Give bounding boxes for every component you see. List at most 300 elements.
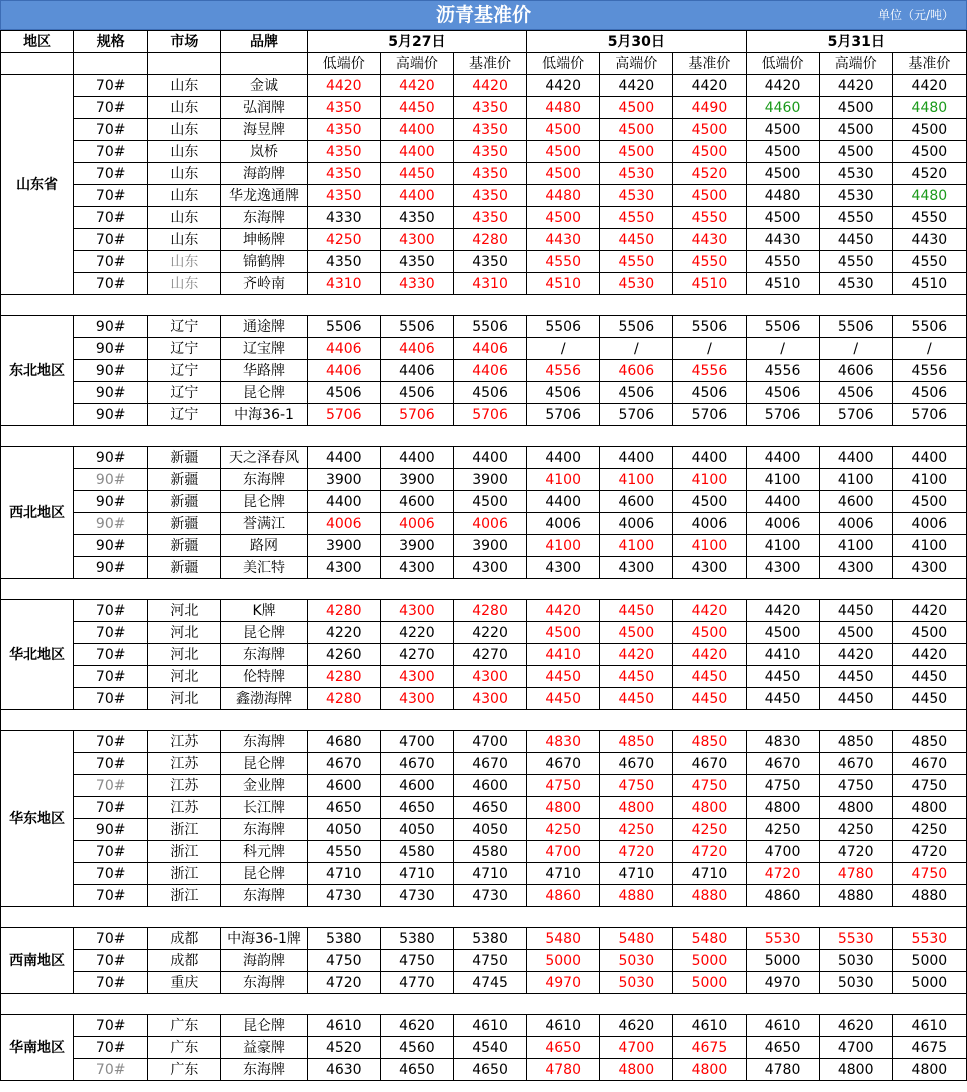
spec-cell: 70# bbox=[74, 644, 148, 666]
price-cell: 4830 bbox=[527, 731, 600, 753]
price-cell: 5706 bbox=[600, 404, 673, 426]
brand-cell: 东海牌 bbox=[221, 972, 307, 994]
price-cell: 4100 bbox=[892, 469, 966, 491]
table-row bbox=[1, 469, 967, 491]
market-cell: 新疆 bbox=[148, 469, 221, 491]
market-cell: 河北 bbox=[148, 600, 221, 622]
price-cell: 4400 bbox=[527, 447, 600, 469]
brand-cell: 昆仑牌 bbox=[221, 1015, 307, 1037]
spec-cell: 70# bbox=[74, 841, 148, 863]
price-label: 低端价 bbox=[746, 53, 819, 75]
brand-cell: 昆仑牌 bbox=[221, 491, 307, 513]
price-label: 基准价 bbox=[673, 53, 746, 75]
price-cell: 4530 bbox=[819, 273, 892, 295]
price-cell: 4450 bbox=[380, 97, 453, 119]
price-cell: 4530 bbox=[600, 163, 673, 185]
brand-cell: 昆仑牌 bbox=[221, 753, 307, 775]
price-cell: / bbox=[673, 338, 746, 360]
spec-cell: 70# bbox=[74, 600, 148, 622]
price-cell: 4750 bbox=[892, 775, 966, 797]
brand-cell: 齐岭南 bbox=[221, 273, 307, 295]
price-cell: 4400 bbox=[380, 447, 453, 469]
price-table bbox=[0, 30, 967, 1081]
spacer-cell bbox=[1, 994, 967, 1015]
price-cell: 4670 bbox=[673, 753, 746, 775]
price-cell: 4500 bbox=[892, 491, 966, 513]
spec-cell: 70# bbox=[74, 753, 148, 775]
price-cell: 4620 bbox=[600, 1015, 673, 1037]
price-cell: 4720 bbox=[892, 841, 966, 863]
price-cell: 4540 bbox=[453, 1037, 526, 1059]
price-cell: 4100 bbox=[746, 535, 819, 557]
price-cell: 4720 bbox=[746, 863, 819, 885]
table-row bbox=[1, 731, 967, 753]
price-cell: 4850 bbox=[819, 731, 892, 753]
price-cell: 4350 bbox=[307, 185, 380, 207]
price-cell: 4420 bbox=[600, 644, 673, 666]
price-cell: 4750 bbox=[819, 775, 892, 797]
spec-cell: 90# bbox=[74, 338, 148, 360]
price-cell: 5706 bbox=[527, 404, 600, 426]
price-cell: 4050 bbox=[453, 819, 526, 841]
price-cell: 4350 bbox=[453, 163, 526, 185]
price-cell: 4100 bbox=[892, 535, 966, 557]
price-cell: 4100 bbox=[600, 535, 673, 557]
price-cell: 5706 bbox=[819, 404, 892, 426]
price-cell: 4410 bbox=[527, 644, 600, 666]
price-cell: 4300 bbox=[527, 557, 600, 579]
spec-cell: 70# bbox=[74, 797, 148, 819]
price-cell: 4500 bbox=[600, 622, 673, 644]
price-cell: 4620 bbox=[380, 1015, 453, 1037]
price-cell: 4500 bbox=[600, 119, 673, 141]
header-row bbox=[1, 31, 967, 53]
market-cell: 辽宁 bbox=[148, 360, 221, 382]
price-cell: 4600 bbox=[600, 491, 673, 513]
price-cell: 4750 bbox=[600, 775, 673, 797]
brand-cell: 海韵牌 bbox=[221, 163, 307, 185]
price-cell: 4500 bbox=[673, 622, 746, 644]
price-cell: 4730 bbox=[453, 885, 526, 907]
market-cell: 山东 bbox=[148, 273, 221, 295]
region-cell: 西北地区 bbox=[1, 447, 74, 579]
price-cell: 4500 bbox=[746, 207, 819, 229]
brand-cell: 益豪牌 bbox=[221, 1037, 307, 1059]
table-row bbox=[1, 600, 967, 622]
price-label: 基准价 bbox=[453, 53, 526, 75]
region-cell: 华南地区 bbox=[1, 1015, 74, 1081]
table-row bbox=[1, 688, 967, 710]
price-cell: 4500 bbox=[600, 141, 673, 163]
price-cell: 4800 bbox=[746, 797, 819, 819]
price-cell: 4260 bbox=[307, 644, 380, 666]
brand-cell: 东海牌 bbox=[221, 1059, 307, 1081]
price-cell: 4100 bbox=[673, 535, 746, 557]
brand-cell: 天之泽春风 bbox=[221, 447, 307, 469]
price-cell: 4710 bbox=[380, 863, 453, 885]
market-cell: 成都 bbox=[148, 928, 221, 950]
price-cell: 4430 bbox=[527, 229, 600, 251]
price-cell: 4450 bbox=[746, 666, 819, 688]
price-cell: 4250 bbox=[307, 229, 380, 251]
spec-cell: 90# bbox=[74, 382, 148, 404]
price-cell: 4750 bbox=[380, 950, 453, 972]
price-cell: 4400 bbox=[819, 447, 892, 469]
price-cell: / bbox=[746, 338, 819, 360]
price-cell: 4420 bbox=[819, 644, 892, 666]
price-cell: 4300 bbox=[746, 557, 819, 579]
brand-cell: 弘润牌 bbox=[221, 97, 307, 119]
table-row bbox=[1, 928, 967, 950]
price-cell: 4400 bbox=[307, 491, 380, 513]
price-cell: 5530 bbox=[819, 928, 892, 950]
price-cell: 4556 bbox=[746, 360, 819, 382]
price-cell: 4350 bbox=[307, 97, 380, 119]
spec-cell: 90# bbox=[74, 513, 148, 535]
brand-cell: 美汇特 bbox=[221, 557, 307, 579]
spec-cell: 70# bbox=[74, 229, 148, 251]
table-row bbox=[1, 885, 967, 907]
price-cell: 4250 bbox=[819, 819, 892, 841]
price-cell: 4350 bbox=[453, 141, 526, 163]
price-cell: 4550 bbox=[746, 251, 819, 273]
price-cell: 4700 bbox=[527, 841, 600, 863]
market-cell: 新疆 bbox=[148, 513, 221, 535]
market-cell: 江苏 bbox=[148, 797, 221, 819]
price-cell: 4670 bbox=[600, 753, 673, 775]
table-row bbox=[1, 972, 967, 994]
spacer-cell bbox=[1, 579, 967, 600]
price-cell: 4100 bbox=[819, 535, 892, 557]
spec-cell: 70# bbox=[74, 75, 148, 97]
brand-cell: 坤畅牌 bbox=[221, 229, 307, 251]
table-row bbox=[1, 1059, 967, 1081]
price-cell: 4850 bbox=[600, 731, 673, 753]
price-cell: 4006 bbox=[673, 513, 746, 535]
price-cell: 4420 bbox=[600, 75, 673, 97]
price-cell: 4610 bbox=[307, 1015, 380, 1037]
price-cell: 4530 bbox=[600, 185, 673, 207]
spec-cell: 70# bbox=[74, 141, 148, 163]
price-cell: 4450 bbox=[819, 229, 892, 251]
price-cell: 4350 bbox=[307, 141, 380, 163]
price-cell: 4850 bbox=[673, 731, 746, 753]
price-cell: 4480 bbox=[746, 185, 819, 207]
region-cell: 东北地区 bbox=[1, 316, 74, 426]
price-cell: 4450 bbox=[673, 666, 746, 688]
unit-label: 单位（元/吨） bbox=[877, 8, 954, 22]
price-cell: 4300 bbox=[380, 688, 453, 710]
price-cell: 4430 bbox=[892, 229, 966, 251]
price-cell: 4550 bbox=[892, 251, 966, 273]
price-cell: 4650 bbox=[746, 1037, 819, 1059]
price-cell: 4050 bbox=[307, 819, 380, 841]
price-cell: 4006 bbox=[453, 513, 526, 535]
table-row bbox=[1, 316, 967, 338]
brand-cell: 金诚 bbox=[221, 75, 307, 97]
price-cell: 4300 bbox=[380, 600, 453, 622]
price-cell: / bbox=[819, 338, 892, 360]
price-cell: 5506 bbox=[746, 316, 819, 338]
table-row bbox=[1, 273, 967, 295]
region-cell: 华东地区 bbox=[1, 731, 74, 907]
price-cell: 4310 bbox=[307, 273, 380, 295]
price-cell: 4650 bbox=[527, 1037, 600, 1059]
table-row bbox=[1, 753, 967, 775]
price-cell: 5530 bbox=[892, 928, 966, 950]
price-cell: 4250 bbox=[527, 819, 600, 841]
price-cell: 4500 bbox=[746, 163, 819, 185]
price-cell: 4006 bbox=[746, 513, 819, 535]
brand-cell: 海昱牌 bbox=[221, 119, 307, 141]
spec-cell: 70# bbox=[74, 251, 148, 273]
price-cell: 4830 bbox=[746, 731, 819, 753]
table-row bbox=[1, 841, 967, 863]
price-cell: 4675 bbox=[673, 1037, 746, 1059]
spec-cell: 70# bbox=[74, 863, 148, 885]
table-row bbox=[1, 229, 967, 251]
brand-cell: 中海36-1牌 bbox=[221, 928, 307, 950]
price-cell: 4300 bbox=[453, 688, 526, 710]
price-cell: 4710 bbox=[307, 863, 380, 885]
brand-cell: 金业牌 bbox=[221, 775, 307, 797]
price-cell: 4480 bbox=[892, 97, 966, 119]
price-cell: 4700 bbox=[600, 1037, 673, 1059]
market-cell: 山东 bbox=[148, 119, 221, 141]
market-cell: 辽宁 bbox=[148, 338, 221, 360]
price-cell: 4406 bbox=[307, 338, 380, 360]
price-cell: 4300 bbox=[453, 666, 526, 688]
header-date-1: 5月27日 bbox=[307, 31, 526, 53]
market-cell: 江苏 bbox=[148, 731, 221, 753]
spec-cell: 70# bbox=[74, 185, 148, 207]
market-cell: 河北 bbox=[148, 666, 221, 688]
price-cell: 4780 bbox=[527, 1059, 600, 1081]
header-date-2: 5月30日 bbox=[527, 31, 746, 53]
price-cell: 5380 bbox=[453, 928, 526, 950]
price-cell: 4620 bbox=[819, 1015, 892, 1037]
price-cell: 4406 bbox=[307, 360, 380, 382]
market-cell: 浙江 bbox=[148, 885, 221, 907]
price-cell: 4750 bbox=[527, 775, 600, 797]
price-cell: 5506 bbox=[453, 316, 526, 338]
price-cell: 4480 bbox=[892, 185, 966, 207]
market-cell: 浙江 bbox=[148, 863, 221, 885]
price-cell: 4500 bbox=[527, 207, 600, 229]
price-cell: / bbox=[892, 338, 966, 360]
spec-cell: 70# bbox=[74, 775, 148, 797]
spec-cell: 70# bbox=[74, 1059, 148, 1081]
price-cell: 4710 bbox=[600, 863, 673, 885]
table-row bbox=[1, 535, 967, 557]
price-cell: 5530 bbox=[746, 928, 819, 950]
market-cell: 山东 bbox=[148, 185, 221, 207]
market-cell: 河北 bbox=[148, 622, 221, 644]
brand-cell: 东海牌 bbox=[221, 469, 307, 491]
market-cell: 重庆 bbox=[148, 972, 221, 994]
price-cell: 4420 bbox=[892, 644, 966, 666]
price-cell: 4406 bbox=[380, 360, 453, 382]
subheader-blank bbox=[148, 53, 221, 75]
table-row bbox=[1, 163, 967, 185]
table-row bbox=[1, 775, 967, 797]
price-cell: 4710 bbox=[673, 863, 746, 885]
table-row bbox=[1, 644, 967, 666]
price-cell: 4510 bbox=[673, 273, 746, 295]
price-cell: 4860 bbox=[527, 885, 600, 907]
price-cell: 5506 bbox=[892, 316, 966, 338]
price-cell: 4670 bbox=[527, 753, 600, 775]
price-cell: 5000 bbox=[527, 950, 600, 972]
price-cell: 4880 bbox=[892, 885, 966, 907]
table-row bbox=[1, 950, 967, 972]
price-cell: 4450 bbox=[600, 666, 673, 688]
price-cell: 4350 bbox=[453, 97, 526, 119]
price-cell: 4280 bbox=[453, 229, 526, 251]
table-row bbox=[1, 622, 967, 644]
market-cell: 新疆 bbox=[148, 447, 221, 469]
price-cell: 4350 bbox=[380, 207, 453, 229]
brand-cell: 昆仑牌 bbox=[221, 622, 307, 644]
price-cell: 4500 bbox=[527, 141, 600, 163]
market-cell: 浙江 bbox=[148, 841, 221, 863]
price-cell: 4500 bbox=[819, 119, 892, 141]
price-cell: 4400 bbox=[892, 447, 966, 469]
price-cell: 4606 bbox=[600, 360, 673, 382]
table-row bbox=[1, 185, 967, 207]
market-cell: 山东 bbox=[148, 229, 221, 251]
price-cell: 4006 bbox=[819, 513, 892, 535]
price-cell: 4420 bbox=[453, 75, 526, 97]
price-cell: 4400 bbox=[746, 447, 819, 469]
spec-cell: 70# bbox=[74, 97, 148, 119]
price-cell: 5506 bbox=[527, 316, 600, 338]
spacer-row bbox=[1, 579, 967, 600]
market-cell: 山东 bbox=[148, 163, 221, 185]
price-cell: 4750 bbox=[307, 950, 380, 972]
brand-cell: 东海牌 bbox=[221, 885, 307, 907]
price-cell: 4580 bbox=[380, 841, 453, 863]
price-cell: 4330 bbox=[380, 273, 453, 295]
table-row bbox=[1, 97, 967, 119]
spec-cell: 90# bbox=[74, 360, 148, 382]
spec-cell: 90# bbox=[74, 491, 148, 513]
price-cell: 4550 bbox=[673, 251, 746, 273]
price-cell: 4410 bbox=[746, 644, 819, 666]
table-row bbox=[1, 382, 967, 404]
market-cell: 河北 bbox=[148, 644, 221, 666]
price-cell: 4880 bbox=[819, 885, 892, 907]
price-cell: 4300 bbox=[380, 557, 453, 579]
price-cell: 4506 bbox=[819, 382, 892, 404]
spacer-row bbox=[1, 295, 967, 316]
price-cell: 4520 bbox=[892, 163, 966, 185]
price-cell: 4450 bbox=[600, 600, 673, 622]
price-cell: 4420 bbox=[892, 75, 966, 97]
price-label: 低端价 bbox=[527, 53, 600, 75]
brand-cell: 伦特牌 bbox=[221, 666, 307, 688]
market-cell: 辽宁 bbox=[148, 316, 221, 338]
price-cell: 4050 bbox=[380, 819, 453, 841]
price-cell: 4300 bbox=[453, 557, 526, 579]
price-cell: 5380 bbox=[380, 928, 453, 950]
price-cell: 4500 bbox=[527, 622, 600, 644]
price-cell: 4350 bbox=[453, 207, 526, 229]
price-cell: 5000 bbox=[746, 950, 819, 972]
price-cell: 4006 bbox=[380, 513, 453, 535]
spec-cell: 70# bbox=[74, 622, 148, 644]
price-cell: 4630 bbox=[307, 1059, 380, 1081]
title-bar bbox=[0, 0, 967, 30]
price-cell: 4670 bbox=[380, 753, 453, 775]
spec-cell: 90# bbox=[74, 447, 148, 469]
price-cell: 4350 bbox=[380, 251, 453, 273]
price-cell: 4520 bbox=[673, 163, 746, 185]
price-cell: 4800 bbox=[527, 797, 600, 819]
table-row bbox=[1, 863, 967, 885]
price-cell: 5706 bbox=[380, 404, 453, 426]
price-cell: 4800 bbox=[600, 797, 673, 819]
price-cell: 4300 bbox=[380, 229, 453, 251]
price-cell: 4700 bbox=[453, 731, 526, 753]
brand-cell: 昆仑牌 bbox=[221, 863, 307, 885]
price-cell: 4100 bbox=[527, 535, 600, 557]
header-brand: 品牌 bbox=[221, 31, 307, 53]
price-cell: 4350 bbox=[453, 119, 526, 141]
brand-cell: 华路牌 bbox=[221, 360, 307, 382]
price-cell: 4500 bbox=[600, 97, 673, 119]
price-cell: 4750 bbox=[673, 775, 746, 797]
price-cell: 4600 bbox=[307, 775, 380, 797]
spec-cell: 90# bbox=[74, 557, 148, 579]
price-cell: 4500 bbox=[746, 622, 819, 644]
price-cell: 4780 bbox=[746, 1059, 819, 1081]
price-cell: 4500 bbox=[746, 119, 819, 141]
price-cell: 4250 bbox=[673, 819, 746, 841]
table-row bbox=[1, 207, 967, 229]
price-cell: 4220 bbox=[453, 622, 526, 644]
spacer-row bbox=[1, 426, 967, 447]
price-cell: 5480 bbox=[527, 928, 600, 950]
subheader-row bbox=[1, 53, 967, 75]
price-cell: 4780 bbox=[819, 863, 892, 885]
spec-cell: 90# bbox=[74, 535, 148, 557]
price-cell: 4550 bbox=[600, 207, 673, 229]
table-row bbox=[1, 338, 967, 360]
price-cell: 5706 bbox=[453, 404, 526, 426]
price-cell: 4100 bbox=[819, 469, 892, 491]
price-cell: 4880 bbox=[673, 885, 746, 907]
region-cell: 华北地区 bbox=[1, 600, 74, 710]
spec-cell: 70# bbox=[74, 119, 148, 141]
price-cell: 4800 bbox=[819, 1059, 892, 1081]
price-cell: 4675 bbox=[892, 1037, 966, 1059]
market-cell: 山东 bbox=[148, 75, 221, 97]
table-row bbox=[1, 119, 967, 141]
price-cell: 4550 bbox=[673, 207, 746, 229]
price-cell: 5506 bbox=[673, 316, 746, 338]
table-row bbox=[1, 141, 967, 163]
price-cell: 4300 bbox=[892, 557, 966, 579]
price-cell: 4550 bbox=[600, 251, 673, 273]
price-cell: 4750 bbox=[746, 775, 819, 797]
price-cell: 4280 bbox=[307, 688, 380, 710]
brand-cell: 东海牌 bbox=[221, 207, 307, 229]
brand-cell: 东海牌 bbox=[221, 819, 307, 841]
price-cell: 5000 bbox=[892, 950, 966, 972]
price-cell: 4670 bbox=[892, 753, 966, 775]
price-cell: 4420 bbox=[892, 600, 966, 622]
